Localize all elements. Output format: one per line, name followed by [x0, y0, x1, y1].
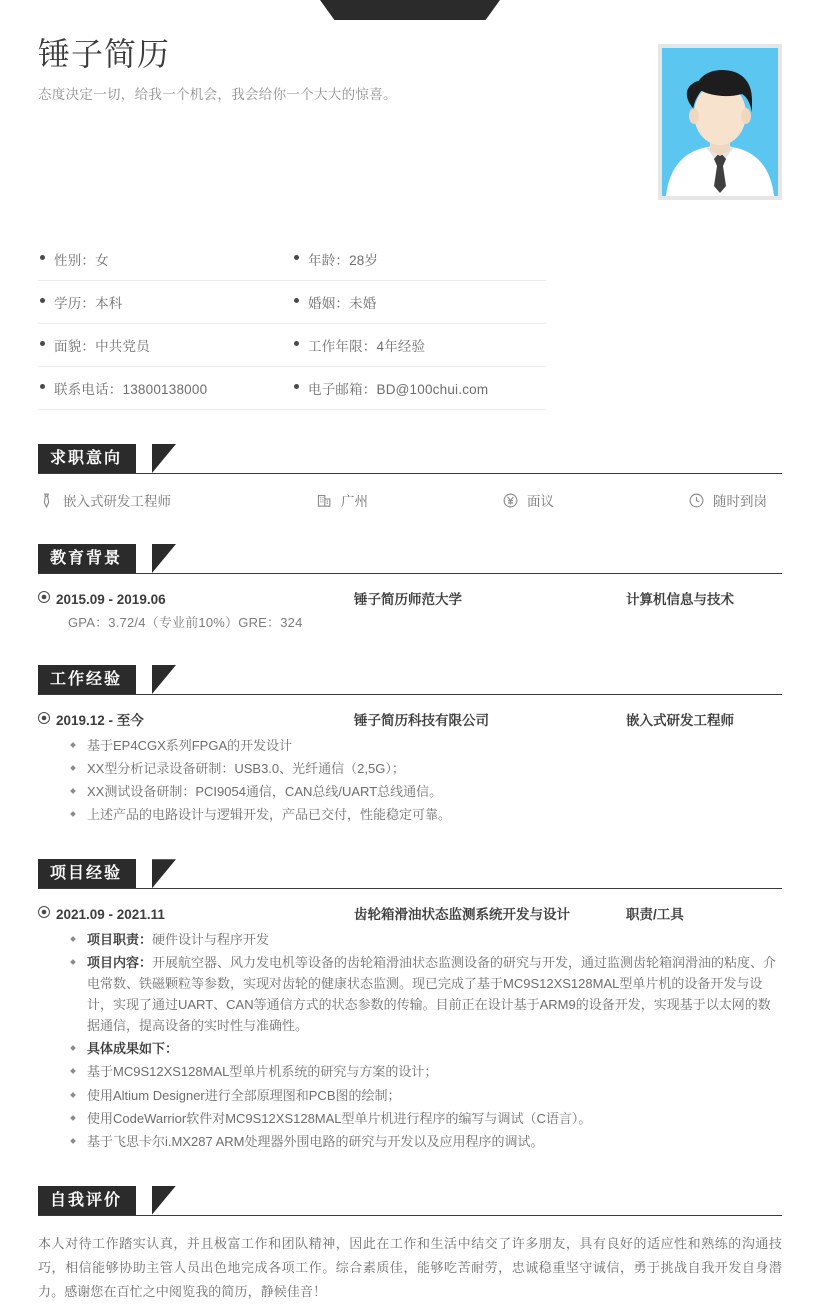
project-bullet-list — [38, 929, 782, 1151]
section-header-work — [38, 665, 782, 695]
education-entry-head — [38, 588, 782, 608]
intent-salary-label: 面议 — [527, 494, 554, 509]
page-title: 锤子简历 — [38, 36, 171, 72]
list-item — [68, 1085, 782, 1106]
list-item: 基于EP4CGX系列FPGA的开发设计 — [68, 735, 782, 756]
list-item: 上述产品的电路设计与逻辑开发，产品已交付，性能稳定可靠。 — [68, 804, 782, 825]
work-date: 2019.12 - 至今 — [56, 713, 144, 728]
section-title-education: 教育背景 — [38, 544, 136, 573]
section-self-evaluation — [38, 1186, 782, 1304]
section-header-project — [38, 859, 782, 889]
info-item-political: 面貌：中共党员 — [38, 324, 292, 367]
section-work-experience — [38, 665, 782, 825]
bullet-text: 使用CodeWarrior软件对MC9S12XS128MAL型单片机进行程序的编写与调试（C语言）。 — [87, 1110, 592, 1126]
bullet-label: 项目内容： — [87, 955, 153, 971]
education-major: 计算机信息与技术 — [626, 592, 734, 607]
info-item-experience: 工作年限：4年经验 — [292, 324, 546, 367]
section-header-education — [38, 544, 782, 574]
bullet-label: 具体成果如下： — [87, 1041, 179, 1057]
avatar — [658, 44, 782, 200]
job-intention-row — [38, 490, 782, 510]
info-item-phone: 联系电话：13800138000 — [38, 367, 292, 410]
list-item — [68, 1108, 782, 1129]
section-header-evaluation — [38, 1186, 782, 1216]
intent-availability — [688, 490, 767, 510]
header-slogan: 态度决定一切，给我一个机会，我会给你一个大大的惊喜。 — [38, 86, 397, 102]
list-item — [68, 1038, 782, 1059]
info-item-education: 学历：本科 — [38, 281, 292, 324]
info-item-gender: 性别：女 — [38, 238, 292, 281]
list-item: XX型分析记录设备研制：USB3.0、光纤通信（2,5G）； — [68, 758, 782, 779]
intent-position — [38, 490, 316, 510]
education-entry — [38, 588, 782, 631]
intent-city-label: 广州 — [341, 494, 368, 509]
project-role: 职责/工具 — [626, 907, 684, 923]
education-school: 锤子简历师范大学 — [354, 592, 462, 607]
bullet-label: 项目职责： — [87, 932, 153, 948]
self-evaluation-text: 本人对待工作踏实认真，并且极富工作和团队精神，因此在工作和生活中结交了许多朋友，具有良好的适应性和熟练的沟通技巧，相信能够协助主管人员出色地完成各项工作。综合素质佳，能够吃苦耐劳，忠诚稳重坚守诚信，勇于挑战自我开发自身潜力。感谢您在百忙之中阅览我的简历，静候佳音！ — [38, 1235, 782, 1299]
intent-availability-label: 随时到岗 — [713, 494, 767, 509]
work-position: 嵌入式研发工程师 — [626, 713, 734, 728]
work-company: 锤子简历科技有限公司 — [354, 713, 489, 728]
bullet-text: 使用Altium Designer进行全部原理图和PCB图的绘制； — [87, 1087, 401, 1103]
info-item-marriage: 婚姻：未婚 — [292, 281, 546, 324]
bullet-text: 基于MC9S12XS128MAL型单片机系统的研究与方案的设计； — [87, 1064, 438, 1080]
basic-info-grid — [38, 238, 546, 410]
section-title-job-intention: 求职意向 — [38, 444, 136, 473]
list-item: XX测试设备研制：PCI9054通信，CAN总线/UART总线通信。 — [68, 781, 782, 802]
section-title-evaluation: 自我评价 — [38, 1186, 136, 1215]
person-portrait-photo-icon — [662, 48, 778, 196]
section-wedge — [152, 544, 176, 573]
info-item-email: 电子邮箱：BD@100chui.com — [292, 367, 546, 410]
list-item — [68, 929, 782, 950]
intent-city — [316, 490, 502, 510]
education-date: 2015.09 - 2019.06 — [56, 592, 166, 607]
building-icon — [316, 492, 333, 509]
section-job-intention — [38, 444, 782, 510]
work-entry — [38, 709, 782, 825]
info-item-age: 年龄：28岁 — [292, 238, 546, 281]
section-wedge — [152, 1186, 176, 1215]
section-project-experience — [38, 859, 782, 1151]
section-wedge — [152, 859, 176, 888]
bullet-text: 基于飞思卡尔i.MX287 ARM处理器外围电路的研究与开发以及应用程序的调试。 — [87, 1133, 544, 1149]
project-date: 2021.09 - 2021.11 — [56, 907, 165, 923]
section-wedge — [152, 444, 176, 473]
resume-header — [38, 0, 782, 200]
list-item — [68, 952, 782, 1036]
list-item — [68, 1061, 782, 1082]
intent-salary — [502, 490, 688, 510]
section-education — [38, 544, 782, 631]
intent-position-label: 嵌入式研发工程师 — [63, 494, 171, 509]
work-bullet-list — [38, 735, 782, 825]
section-title-project: 项目经验 — [38, 859, 136, 888]
project-entry — [38, 903, 782, 1151]
yen-circle-icon — [502, 492, 519, 509]
education-detail: GPA：3.72/4（专业前10%）GRE：324 — [68, 615, 303, 630]
top-decorative-tab — [320, 0, 500, 20]
project-name: 齿轮箱滑油状态监测系统开发与设计 — [354, 907, 570, 923]
section-header-job-intention — [38, 444, 782, 474]
clock-icon — [688, 492, 705, 509]
necktie-icon — [38, 492, 55, 509]
work-entry-head — [38, 709, 782, 729]
list-item — [68, 1131, 782, 1152]
section-wedge — [152, 665, 176, 694]
bullet-text: 开展航空器、风力发电机等设备的齿轮箱滑油状态监测设备的研究与开发，通过监测齿轮箱润滑油的粘度、介电常数、铁磁颗粒等参数，实现对齿轮的健康状态监测。现已完成了基于MC9S12XS128MAL型单片机的设备开发与设计，实现了通过UART、CAN等通信方式的状态参数的传输。目前正在设计基于ARM9的设备开发，实现基于以太网的数据通信，提高设备的实时性与准确性。 — [87, 955, 777, 1034]
header-text-block — [38, 36, 658, 103]
section-title-work: 工作经验 — [38, 665, 136, 694]
project-entry-head — [38, 903, 782, 923]
bullet-text: 硬件设计与程序开发 — [152, 932, 270, 948]
